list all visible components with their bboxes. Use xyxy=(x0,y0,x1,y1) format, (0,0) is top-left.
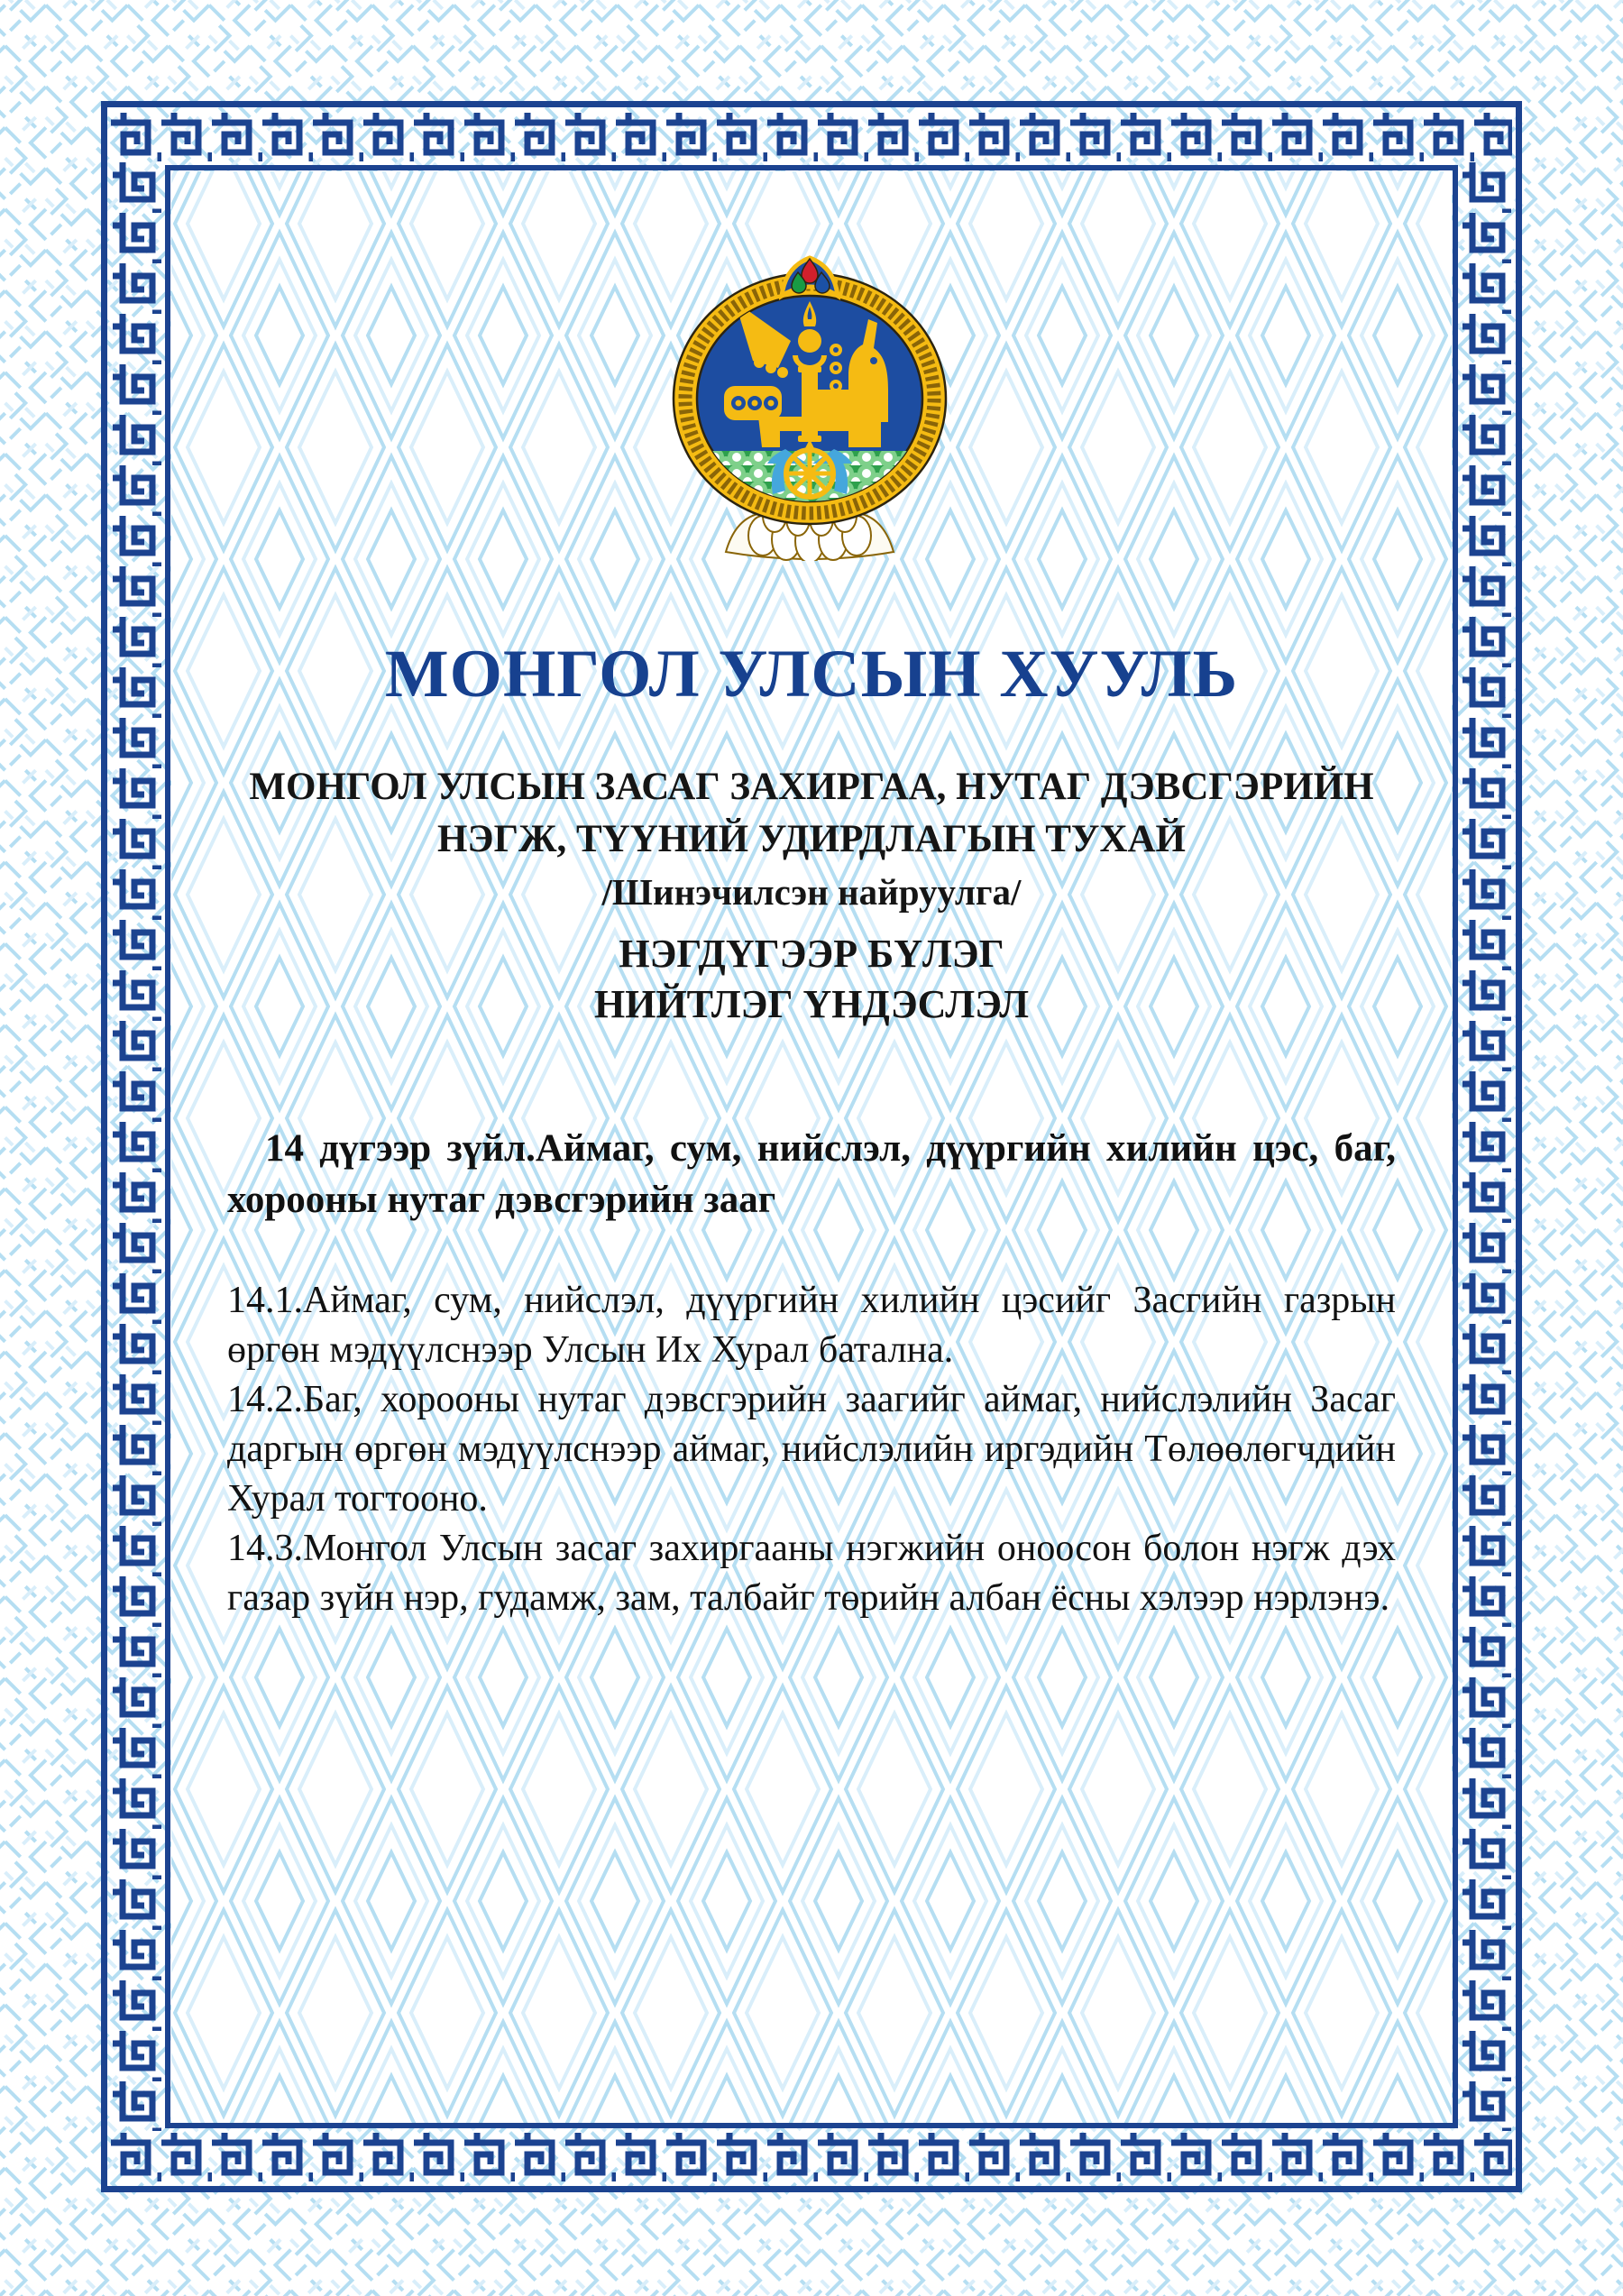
law-subtitle-line1: МОНГОЛ УЛСЫН ЗАСАГ ЗАХИРГАА, НУТАГ ДЭВСГЭРИЙН xyxy=(249,766,1374,808)
state-emblem-of-mongolia-icon xyxy=(672,254,951,561)
meander-border-top xyxy=(111,111,1512,162)
clause-14-2: 14.2.Баг, хорооны нутаг дэвсгэрийн заагийг аймаг, нийслэлийн Засаг даргын өргөн мэдүүлснээр аймаг, нийслэлийн иргэдийн Төлөөлөгчдийн Хурал тогтооно. xyxy=(227,1379,1396,1520)
article-clauses xyxy=(227,1276,1396,1623)
chapter-title: НИЙТЛЭГ ҮНДЭСЛЭЛ xyxy=(594,982,1029,1026)
clause-14-1: 14.1.Аймаг, сум, нийслэл, дүүргийн хилийн цэсийг Засгийн газрын өргөн мэдүүлснээр Улсын Их Хурал батална. xyxy=(227,1280,1396,1371)
article-body xyxy=(171,1123,1452,1623)
law-edition-note: /Шинэчилсэн найруулга/ xyxy=(601,871,1022,913)
article-heading: 14 дүгээр зүйл.Аймаг, сум, нийслэл, дүүргийн хилийн цэс, баг, хорооны нутаг дэвсгэрийн зааг xyxy=(227,1127,1396,1221)
meander-border-right xyxy=(1461,162,1512,2131)
meander-border-bottom xyxy=(111,2131,1512,2182)
clause-14-3: 14.3.Монгол Улсын засаг захиргааны нэгжийн оноосон болон нэгж дэх газар зүйн нэр, гудамж, зам, талбайг төрийн албан ёсны хэлээр нэрлэнэ. xyxy=(227,1528,1396,1619)
law-subtitle-line2: НЭГЖ, ТҮҮНИЙ УДИРДЛАГЫН ТУХАЙ xyxy=(436,818,1187,860)
law-title: МОНГОЛ УЛСЫН ХУУЛЬ xyxy=(384,637,1239,712)
law-subtitle xyxy=(171,761,1452,918)
chapter-heading xyxy=(171,929,1452,1030)
chapter-number: НЭГДҮГЭЭР БҮЛЭГ xyxy=(619,932,1004,976)
law-page-content xyxy=(171,171,1452,2125)
meander-border-left xyxy=(111,162,162,2131)
